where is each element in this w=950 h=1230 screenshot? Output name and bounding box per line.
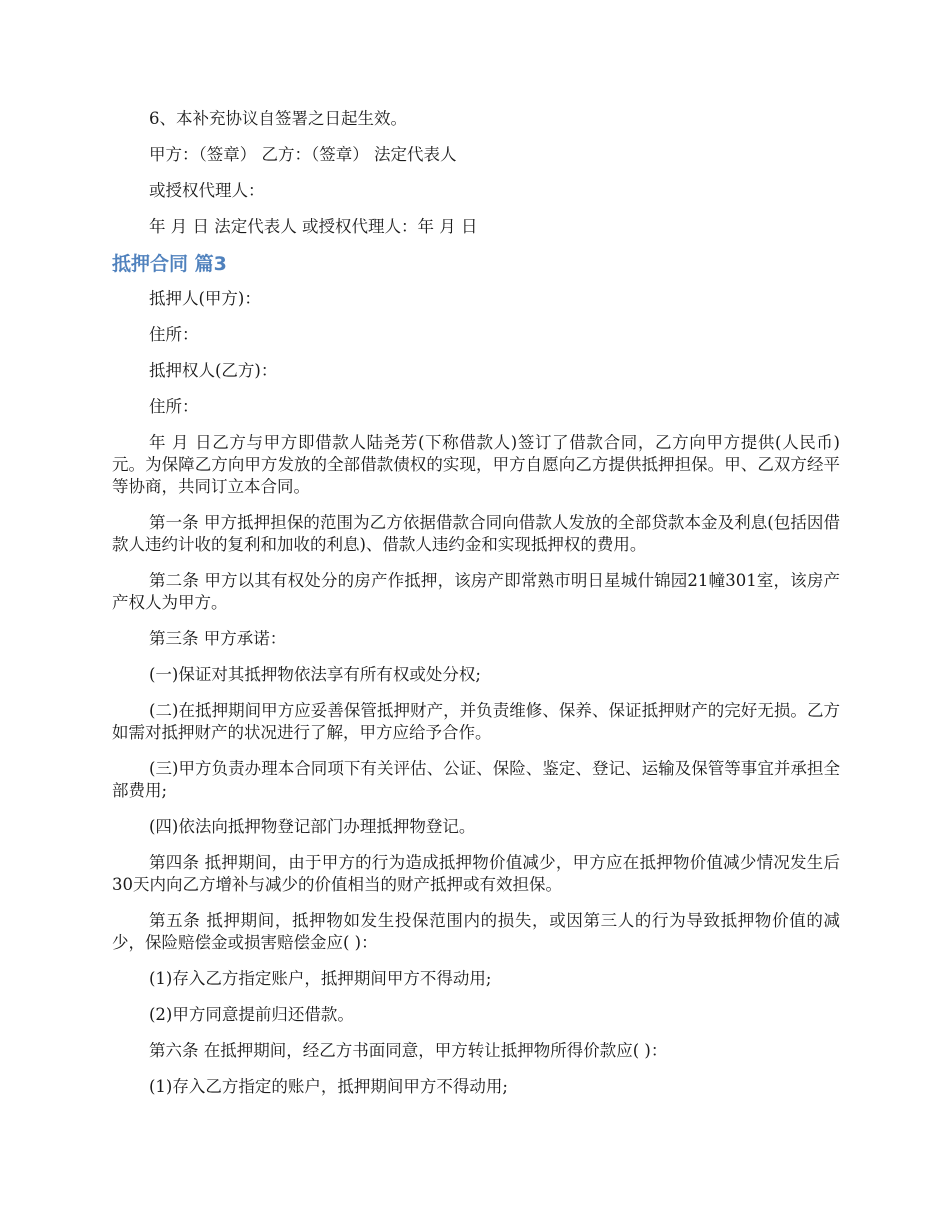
body-paragraph: (1)存入乙方指定账户，抵押期间甲方不得动用;: [149, 969, 492, 988]
body-paragraph: 第一条 甲方抵押担保的范围为乙方依据借款合同向借款人发放的全部贷款本金及利息(包括因借款人违约计收的复利和加收的利息)、借款人违约金和实现抵押权的费用。: [112, 513, 840, 554]
body-paragraph: 抵押权人(乙方)：: [149, 361, 278, 380]
body-paragraph: 抵押人(甲方)：: [149, 289, 261, 308]
intro-paragraph: 6、本补充协议自签署之日起生效。: [149, 109, 407, 128]
body-paragraph: (2)甲方同意提前归还借款。: [149, 1005, 354, 1024]
intro-paragraph: 甲方：（签章） 乙方：（签章） 法定代表人: [149, 145, 457, 164]
body-paragraph: 年 月 日乙方与甲方即借款人陆尧芳(下称借款人)签订了借款合同，乙方向甲方提供(人民币) 元。为保障乙方向甲方发放的全部借款债权的实现，甲方自愿向乙方提供抵押担保。甲、乙双方经平等协商，共同订立本合同。: [112, 433, 840, 496]
body-paragraph: 第二条 甲方以其有权处分的房产作抵押，该房产即常熟市明日星城什锦园21幢301室，该房产产权人为甲方。: [112, 571, 840, 612]
body-paragraph: (1)存入乙方指定的账户，抵押期间甲方不得动用;: [149, 1077, 508, 1096]
body-paragraph: (三)甲方负责办理本合同项下有关评估、公证、保险、鉴定、登记、运输及保管等事宜并承担全部费用;: [112, 759, 840, 800]
body-paragraph: 第三条 甲方承诺：: [149, 629, 287, 648]
body-paragraph: 第六条 在抵押期间，经乙方书面同意，甲方转让抵押物所得价款应( )：: [149, 1041, 668, 1060]
body-paragraph: (一)保证对其抵押物依法享有所有权或处分权;: [149, 665, 481, 684]
body-paragraph: 住所：: [149, 325, 199, 344]
body-paragraph: (四)依法向抵押物登记部门办理抵押物登记。: [149, 817, 476, 836]
section-heading: 抵押合同 篇3: [112, 253, 227, 275]
intro-paragraph: 或授权代理人：: [149, 181, 265, 200]
body-paragraph: (二)在抵押期间甲方应妥善保管抵押财产，并负责维修、保养、保证抵押财产的完好无损。乙方如需对抵押财产的状况进行了解，甲方应给予合作。: [112, 701, 840, 742]
body-paragraph: 住所：: [149, 397, 199, 416]
body-paragraph: 第五条 抵押期间，抵押物如发生投保范围内的损失，或因第三人的行为导致抵押物价值的减少，保险赔偿金或损害赔偿金应( )：: [112, 911, 840, 952]
body-paragraph: 第四条 抵押期间，由于甲方的行为造成抵押物价值减少，甲方应在抵押物价值减少情况发生后30天内向乙方增补与减少的价值相当的财产抵押或有效担保。: [112, 853, 840, 894]
intro-paragraph: 年 月 日 法定代表人 或授权代理人：年 月 日: [149, 217, 478, 236]
document-page: [112, 108, 840, 1112]
